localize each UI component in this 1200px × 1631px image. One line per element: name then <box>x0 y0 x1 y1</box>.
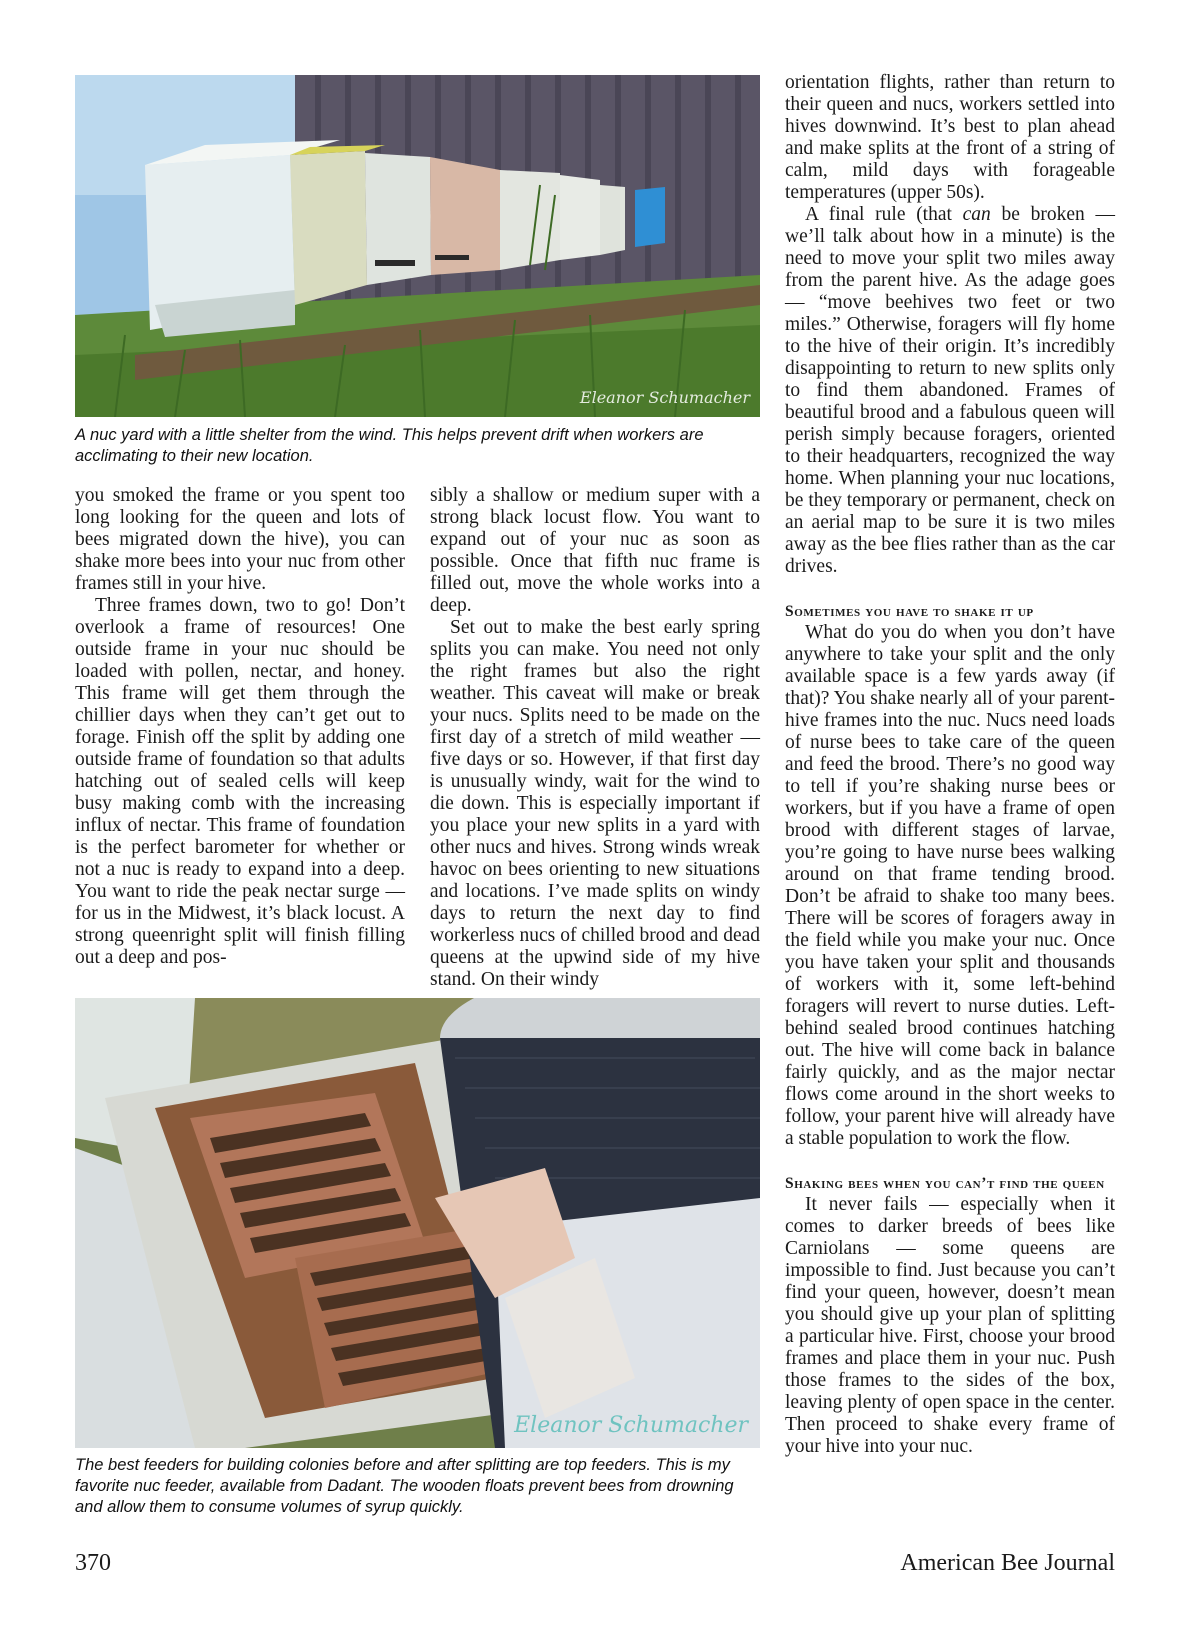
article-column-3 <box>785 72 1115 1458</box>
bottom-photo-caption: The best feeders for building colonies before and after splitting are top feeders. This is my favorite nuc feeder, available from Dadant. The wooden floats prevent bees from drowning and allow them to consume volumes of syrup quickly. <box>75 1456 734 1516</box>
paragraph: What do you do when you don’t have anywhere to take your split and the only available space is a few yards away (if that)? You shake nearly all of your parent-hive frames into the nuc. Nucs need loads of nurse bees to take care of the queen and feed the brood. There’s no good way to tell if you’re shaking nurse bees or workers, but if you have a frame of open brood with different stages of larvae, you’re going to have nurse bees walking around on that frame tending brood. Don’t be afraid to shake too many bees. There will be scores of foragers away in the field while you make your nuc. Once you have taken your split and thousands of workers with it, some left-behind foragers will revert to nurse duties. Left-behind sealed brood continues hatching out. The hive will come back in balance fairly quickly, and as the major nectar flows come around in the short weeks to follow, your parent hive will already have a stable population to work the flow. <box>785 622 1115 1149</box>
journal-name: American Bee Journal <box>900 1550 1115 1576</box>
top-photo-caption: A nuc yard with a little shelter from the wind. This helps prevent drift when workers are acclimating to their new location. <box>75 426 704 465</box>
text-run: A final rule (that <box>805 204 963 225</box>
beehive-photo-icon <box>75 75 760 417</box>
article-column-2 <box>430 485 760 991</box>
section-heading: Shaking bees when you can’t find the queen <box>785 1175 1105 1192</box>
emphasis: can <box>962 204 991 225</box>
text-run: be broken — we’ll talk about how in a minute) is the need to move your split two miles away from the parent hive. As the adage goes — “move beehives two feet or two miles.” Otherwise, foragers will fly home to the hive of their origin. It’s incredibly disappointing to return to new splits only to find them abandoned. Frames of beautiful brood and a fabulous queen will perish simply because foragers, oriented to their headquarters, recognized the way home. When planning your nuc locations, be they temporary or permanent, check on an aerial map to be sure it is two miles away as the bee flies rather than as the car drives. <box>785 204 1115 577</box>
paragraph: Three frames down, two to go! Don’t overlook a frame of resources! One outside frame in your nuc should be loaded with pollen, nectar, and honey. This frame will get them through the chillier days when they can’t get out to forage. Finish off the split by adding one outside frame of foundation so that adults hatching out of sealed cells will keep busy making comb with the increasing influx of nectar. This frame of foundation is the perfect barometer for whether or not a nuc is ready to expand into a deep. You want to ride the peak nectar surge — for us in the Midwest, it’s black locust. A strong queenright split will finish filling out a deep and pos- <box>75 595 405 968</box>
article-column-1 <box>75 485 405 969</box>
paragraph: Set out to make the best early spring splits you can make. You need not only the right frames but also the right weather. This caveat will make or break your nucs. Splits need to be made on the first day of a stretch of mild weather — five days or so. However, if that first day is unusually windy, wait for the wind to die down. This is especially important if you place your new splits in a yard with other nucs and hives. Strong winds wreak havoc on bees orienting to new situations and locations. I’ve made splits on windy days to return the next day to find workerless nucs of chilled brood and dead queens at the upwind side of my hive stand. On their windy <box>430 617 760 990</box>
photo-watermark: Eleanor Schumacher <box>579 388 750 407</box>
paragraph: It never fails — especially when it comes to darker breeds of bees like Carniolans — some queens are impossible to find. Just because you can’t find your queen, however, doesn’t mean you should give up your plan of splitting a particular hive. First, choose your brood frames and place them in your nuc. Push those frames to the sides of the box, leaving plenty of open space in the center. Then proceed to shake every frame of your hive into your nuc. <box>785 1194 1115 1457</box>
photo-watermark: Eleanor Schumacher <box>514 1413 748 1438</box>
paragraph: you smoked the frame or you spent too long looking for the queen and lots of bees migrated down the hive), you can shake more bees into your nuc from other frames still in your hive. <box>75 485 405 594</box>
paragraph: orientation flights, rather than return to their queen and nucs, workers settled into hives downwind. It’s best to plan ahead and make splits at the front of a string of calm, mild days with forageable temperatures (upper 50s). <box>785 72 1115 203</box>
section-heading: Sometimes you have to shake it up <box>785 603 1034 620</box>
nuc-feeder-photo <box>75 998 760 1448</box>
feeder-photo-icon <box>75 998 760 1448</box>
page-number: 370 <box>75 1550 111 1576</box>
paragraph: sibly a shallow or medium super with a strong black locust flow. You want to expand out of your nuc as soon as possible. Once that fifth nuc frame is filled out, move the whole works into a deep. <box>430 485 760 616</box>
nuc-yard-photo <box>75 75 760 417</box>
paragraph <box>785 204 1115 578</box>
